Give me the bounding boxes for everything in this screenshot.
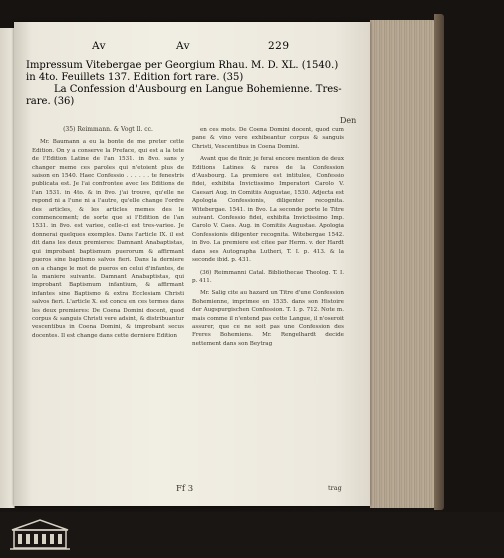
page-block-edges [370,20,436,508]
title-line-1: Impressum Vitebergae per Georgium Rhau. M. D. XL. (1540.) [26,60,339,71]
page-number: 229 [268,40,290,52]
footnote-heading: (35) Reimmann. & Vogt ll. cc. [63,126,153,133]
left-paragraph: Mr. Baumann a eu la bonte de me preter cette Edition. On y a conserve la Preface, qui est a la tete de l'Edition Latine de l'an 1531. in 8vo. sans y changer meme ces paroles qui n'etoient plus de saison en 1540. Haec Confessio . . . . . . te fenestris publicata est. Je l'ai confrontee avec les Editions de l'an 1531. in 4to. & in 8vo. j'ai trouve, qu'elle ne repond ni a l'une ni a l'autre, qu'elle change l'ordre des articles, & les articles memes des le commencement; de sorte que si l'Edition de l'an 1531. in 8vo. est variee, celle-ci est tres-variee. Je donnerai quelques exemples. Dans l'article IX. il est dit dans les deux premieres: Damnant Anabaptistas, qui improbant baptismum puerorum & affirmant pueros sine baptismo salvos fieri. Dans la derniere on a change le mot de pueros en celui d'infantes, de la maniere suivante. Damnant Anabaptistas, qui improbant Baptismum infantium, & affirmant infantes sine Baptismo & extra Ecclesiam Christi salvos fieri. L'article X. est concu en ces termes dans les deux premieres: De Coena Domini docent, quod corpus & sanguis Christi vere adsint, & distribuantur vescentibus in Coena Domini, & improbant secus docentes. Il est change dans cette derniere Edition [32,139,184,339]
right-paragraph: Mr. Salig cite au hazard un Titre d'une Confession Bohemienne, imprimee en 1535. dans son Histoire der Augspurgischen Confession. T. I. p. 712. Note m. mais comme il n'entend pas cette Langue, il n'oseroit assurer, que ce ne soit pas une Confession des Freres Bohemiens. Mr. Rengelhardt decide nettement dans son Beytrag [192,290,344,347]
catchword-bottom: trag [328,484,342,492]
book-cover-edge [434,14,444,510]
title-line-2: in 4to. Feuillets 137. Edition fort rare. (35) [26,72,244,83]
left-page-edge [0,28,15,508]
right-column [192,126,344,352]
title-line-3: La Confession d'Ausbourg en Langue Bohemienne. Tres- [54,84,342,95]
entry-title [26,60,356,108]
right-paragraph: (36) Reimmanni Catal. Bibliothecae Theolog. T. I. p. 411. [192,269,344,284]
title-line-4: rare. (36) [26,96,75,107]
right-paragraph: Avant que de finir, je ferai encore mention de deux Editions Latines & rares de la Confession d'Ausbourg. La premiere est intitulee, Confessio fidei, exhibita Invictissimo Imperatori Carolo V. Caesari Aug. in Comitiis Augustae, 1530. Adjecta est Apologia Confessionis, diligenter recognita. Witebergae. 1541. in 8vo. La seconde porte le Titre suivant. Confessio fidei, exhibita Invictissimo Imp. Carolo V. Caes. Aug. in Comitiis Augustae. Apologia Confessionis diligenter recognita. Witebergae 1542. in 8vo. La premiere est citee par Herm. v. der Hardt dans ses Autographa Lutheri, T. I. p. 413. & la seconde ibid. p. 431. [192,156,344,264]
left-column [32,126,184,344]
catchword-top: Den [340,116,357,125]
signature-mark: Ff 3 [176,484,194,494]
running-head-center: Av [176,40,191,52]
footer-bar [0,512,504,558]
right-paragraph: en ces mots. De Coena Domini docent, quod cum pane & vino vere exhibeantur corpus & sanguis Christi, Vescentibus in Coena Domini. [192,127,344,150]
library-building-icon [8,518,72,552]
running-head-left: Av [92,40,107,52]
